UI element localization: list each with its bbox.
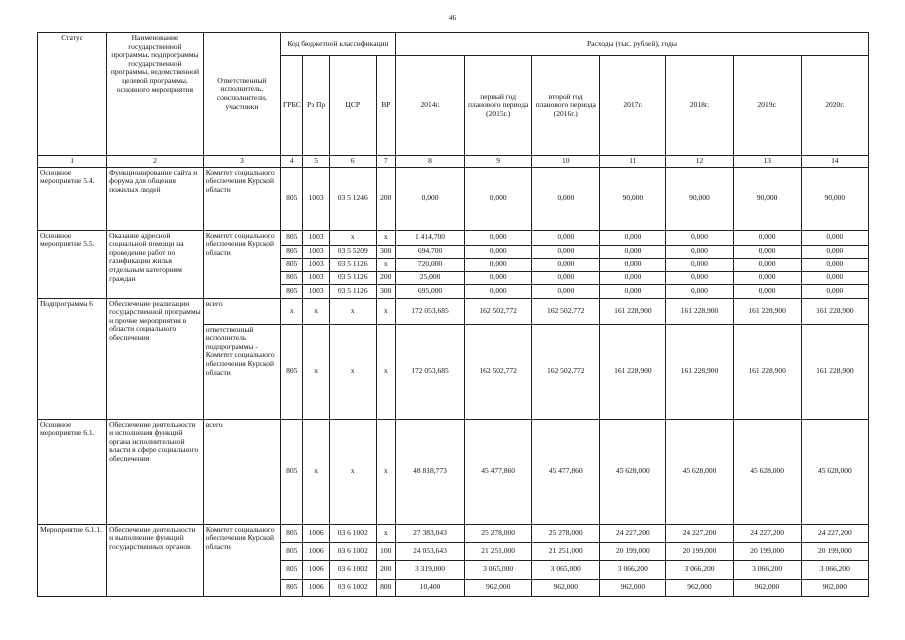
- row-executor: ответственный исполнитель подпрограммы - Комитет социального обеспечения Курской области: [203, 324, 280, 419]
- cell-2017: 20 199,000: [600, 542, 666, 560]
- header-rzpr: Рз Пр: [303, 56, 329, 156]
- cell-grbs: 805: [281, 230, 303, 245]
- cell-2018: 962,000: [666, 579, 733, 596]
- column-number: 10: [532, 156, 600, 168]
- cell-2019: 0,000: [733, 230, 801, 245]
- cell-2015: 3 065,000: [465, 560, 532, 579]
- cell-2015: 0,000: [465, 271, 532, 284]
- cell-2016: 0,000: [532, 258, 600, 271]
- cell-grbs: 805: [281, 579, 303, 596]
- cell-2014: 694,700: [395, 245, 464, 258]
- column-number: 1: [38, 156, 107, 168]
- cell-2017: 0,000: [600, 245, 666, 258]
- cell-2016: 45 477,860: [532, 419, 600, 524]
- cell-2016: 0,000: [532, 284, 600, 298]
- cell-2016: 962,000: [532, 579, 600, 596]
- cell-rzpr: 1006: [303, 579, 329, 596]
- cell-2017: 161 228,900: [600, 298, 666, 324]
- column-numbers-row: [38, 156, 869, 168]
- header-year-2014: 2014г.: [395, 56, 464, 156]
- table-row: [38, 524, 869, 542]
- cell-2015: 162 502,772: [465, 324, 532, 419]
- cell-2016: 0,000: [532, 167, 600, 230]
- cell-grbs: x: [281, 298, 303, 324]
- cell-2018: 3 066,200: [666, 560, 733, 579]
- cell-csr: 03 6 1002: [329, 524, 376, 542]
- cell-2015: 0,000: [465, 245, 532, 258]
- cell-grbs: 805: [281, 284, 303, 298]
- cell-2017: 0,000: [600, 230, 666, 245]
- row-name: Функционирование сайта и форума для общения пожилых людей: [107, 167, 204, 230]
- header-row-1: [38, 33, 869, 56]
- cell-2014: 27 383,043: [395, 524, 464, 542]
- cell-2015: 0,000: [465, 284, 532, 298]
- cell-grbs: 805: [281, 542, 303, 560]
- cell-vr: 200: [376, 271, 395, 284]
- row-executor: Комитет социального обеспечения Курской области: [203, 230, 280, 298]
- cell-2020: 45 628,000: [801, 419, 868, 524]
- cell-rzpr: x: [303, 298, 329, 324]
- cell-csr: 03 5 1126: [329, 271, 376, 284]
- cell-grbs: 805: [281, 258, 303, 271]
- cell-2020: 24 227,200: [801, 524, 868, 542]
- cell-2016: 0,000: [532, 271, 600, 284]
- cell-2017: 90,000: [600, 167, 666, 230]
- column-number: 5: [303, 156, 329, 168]
- column-number: 6: [329, 156, 376, 168]
- cell-csr: 03 6 1002: [329, 579, 376, 596]
- row-name: Обеспечение реализации государственной программы и прочие мероприятия в области социального обеспечения: [107, 298, 204, 419]
- cell-2015: 962,000: [465, 579, 532, 596]
- cell-2017: 0,000: [600, 258, 666, 271]
- column-number: 7: [376, 156, 395, 168]
- cell-vr: x: [376, 324, 395, 419]
- cell-2014: 172 053,685: [395, 298, 464, 324]
- row-status: Мероприятие 6.1.1.: [38, 524, 107, 596]
- cell-vr: x: [376, 230, 395, 245]
- cell-2020: 3 066,200: [801, 560, 868, 579]
- cell-2019: 90,000: [733, 167, 801, 230]
- cell-vr: x: [376, 524, 395, 542]
- cell-grbs: 805: [281, 419, 303, 524]
- row-status: Подпрограмма 6: [38, 298, 107, 419]
- cell-2016: 162 502,772: [532, 324, 600, 419]
- cell-2014: 25,000: [395, 271, 464, 284]
- cell-2020: 0,000: [801, 258, 868, 271]
- header-vr: ВР: [376, 56, 395, 156]
- cell-2014: 3 319,000: [395, 560, 464, 579]
- header-grbs: ГРБС: [281, 56, 303, 156]
- cell-csr: 03 5 5209: [329, 245, 376, 258]
- cell-rzpr: 1003: [303, 230, 329, 245]
- cell-2018: 0,000: [666, 284, 733, 298]
- cell-rzpr: 1003: [303, 167, 329, 230]
- cell-csr: 03 6 1002: [329, 542, 376, 560]
- table-row: [38, 298, 869, 324]
- cell-vr: 300: [376, 284, 395, 298]
- row-status: Основное мероприятие 5.5.: [38, 230, 107, 298]
- cell-rzpr: 1003: [303, 245, 329, 258]
- cell-2019: 0,000: [733, 284, 801, 298]
- cell-2019: 45 628,000: [733, 419, 801, 524]
- cell-2019: 20 199,000: [733, 542, 801, 560]
- column-number: 14: [801, 156, 868, 168]
- cell-vr: 300: [376, 245, 395, 258]
- column-number: 9: [465, 156, 532, 168]
- row-name: Обеспечение деятельности и выполнение функций государственных органов: [107, 524, 204, 596]
- cell-2017: 161 228,900: [600, 324, 666, 419]
- cell-2019: 161 228,900: [733, 298, 801, 324]
- cell-2017: 45 628,000: [600, 419, 666, 524]
- column-number: 2: [107, 156, 204, 168]
- cell-2016: 0,000: [532, 230, 600, 245]
- cell-2017: 0,000: [600, 284, 666, 298]
- cell-vr: 800: [376, 579, 395, 596]
- cell-2020: 962,000: [801, 579, 868, 596]
- cell-2019: 0,000: [733, 258, 801, 271]
- column-number: 8: [395, 156, 464, 168]
- cell-csr: x: [329, 298, 376, 324]
- cell-rzpr: 1003: [303, 271, 329, 284]
- cell-2019: 962,000: [733, 579, 801, 596]
- cell-grbs: 805: [281, 324, 303, 419]
- table-row: [38, 419, 869, 524]
- cell-2020: 0,000: [801, 245, 868, 258]
- cell-2018: 161 228,900: [666, 324, 733, 419]
- cell-2018: 0,000: [666, 230, 733, 245]
- header-status: Статус: [38, 33, 107, 156]
- row-status: Основное мероприятие 5.4.: [38, 167, 107, 230]
- page-number: 46: [449, 14, 456, 22]
- row-name: Оказание адресной социальной помощи на проведение работ по газификации жилья отдельным категориям граждан: [107, 230, 204, 298]
- header-year-2017: 2017г.: [600, 56, 666, 156]
- cell-csr: 03 5 1126: [329, 284, 376, 298]
- row-executor: всего: [203, 298, 280, 324]
- cell-2016: 3 065,000: [532, 560, 600, 579]
- cell-csr: 03 5 1246: [329, 167, 376, 230]
- column-number: 3: [203, 156, 280, 168]
- cell-2020: 0,000: [801, 271, 868, 284]
- column-number: 13: [733, 156, 801, 168]
- header-year-2016: второй год планового периода (2016г.): [532, 56, 600, 156]
- cell-rzpr: 1003: [303, 284, 329, 298]
- header-csr: ЦСР: [329, 56, 376, 156]
- cell-csr: x: [329, 230, 376, 245]
- cell-2018: 20 199,000: [666, 542, 733, 560]
- cell-2019: 0,000: [733, 245, 801, 258]
- table-row: [38, 167, 869, 230]
- cell-2020: 161 228,900: [801, 298, 868, 324]
- header-expenses-group: Расходы (тыс. рублей), годы: [395, 33, 868, 56]
- cell-2016: 25 278,000: [532, 524, 600, 542]
- cell-2020: 90,000: [801, 167, 868, 230]
- cell-2014: 172 053,685: [395, 324, 464, 419]
- header-executor: Ответственный исполнитель, соисполнители, участники: [203, 33, 280, 156]
- header-code-group: Код бюджетной классификации: [281, 33, 396, 56]
- cell-2020: 20 199,000: [801, 542, 868, 560]
- cell-2018: 24 227,200: [666, 524, 733, 542]
- cell-2014: 48 818,773: [395, 419, 464, 524]
- cell-2018: 45 628,000: [666, 419, 733, 524]
- header-name: Наименование государственной программы, подпрограммы государственной программы, ведомственной целевой программы, основного мероприятия: [107, 33, 204, 156]
- cell-2015: 25 278,000: [465, 524, 532, 542]
- cell-2016: 0,000: [532, 245, 600, 258]
- row-executor: Комитет социального обеспечения Курской области: [203, 524, 280, 596]
- row-status: Основное мероприятие 6.1.: [38, 419, 107, 524]
- row-executor: всего: [203, 419, 280, 524]
- cell-2017: 3 066,200: [600, 560, 666, 579]
- cell-2017: 962,000: [600, 579, 666, 596]
- cell-vr: x: [376, 258, 395, 271]
- cell-rzpr: 1006: [303, 524, 329, 542]
- cell-2014: 10,400: [395, 579, 464, 596]
- cell-grbs: 805: [281, 245, 303, 258]
- budget-table: [37, 32, 869, 597]
- cell-vr: x: [376, 298, 395, 324]
- cell-2015: 45 477,860: [465, 419, 532, 524]
- cell-2015: 162 502,772: [465, 298, 532, 324]
- cell-grbs: 805: [281, 524, 303, 542]
- cell-csr: x: [329, 324, 376, 419]
- column-number: 4: [281, 156, 303, 168]
- cell-2019: 161 228,900: [733, 324, 801, 419]
- cell-2016: 21 251,000: [532, 542, 600, 560]
- cell-grbs: 805: [281, 271, 303, 284]
- row-name: Обеспечение деятельности и исполнения функций органа исполнительной власти в сфере социального обеспечения: [107, 419, 204, 524]
- column-number: 11: [600, 156, 666, 168]
- cell-2017: 0,000: [600, 271, 666, 284]
- cell-2018: 0,000: [666, 258, 733, 271]
- cell-2019: 3 066,200: [733, 560, 801, 579]
- cell-vr: 200: [376, 167, 395, 230]
- header-year-2015: первый год планового периода (2015г.): [465, 56, 532, 156]
- cell-grbs: 805: [281, 167, 303, 230]
- cell-2015: 21 251,000: [465, 542, 532, 560]
- cell-rzpr: 1006: [303, 560, 329, 579]
- cell-2015: 0,000: [465, 167, 532, 230]
- cell-2014: 695,000: [395, 284, 464, 298]
- cell-2018: 161 228,900: [666, 298, 733, 324]
- cell-2018: 0,000: [666, 245, 733, 258]
- cell-2014: 24 053,643: [395, 542, 464, 560]
- column-number: 12: [666, 156, 733, 168]
- cell-rzpr: x: [303, 419, 329, 524]
- cell-vr: 200: [376, 560, 395, 579]
- cell-2020: 0,000: [801, 230, 868, 245]
- cell-2020: 161 228,900: [801, 324, 868, 419]
- header-year-2019: 2019г.: [733, 56, 801, 156]
- cell-2018: 90,000: [666, 167, 733, 230]
- cell-grbs: 805: [281, 560, 303, 579]
- row-executor: Комитет социального обеспечения Курской области: [203, 167, 280, 230]
- cell-2014: 0,000: [395, 167, 464, 230]
- table-row: [38, 230, 869, 245]
- cell-csr: 03 5 1126: [329, 258, 376, 271]
- cell-2014: 1 414,700: [395, 230, 464, 245]
- cell-2018: 0,000: [666, 271, 733, 284]
- cell-rzpr: x: [303, 324, 329, 419]
- cell-2014: 720,000: [395, 258, 464, 271]
- cell-2017: 24 227,200: [600, 524, 666, 542]
- cell-2020: 0,000: [801, 284, 868, 298]
- cell-rzpr: 1006: [303, 542, 329, 560]
- cell-vr: 100: [376, 542, 395, 560]
- cell-2016: 162 502,772: [532, 298, 600, 324]
- cell-2019: 0,000: [733, 271, 801, 284]
- cell-csr: 03 6 1002: [329, 560, 376, 579]
- cell-rzpr: 1003: [303, 258, 329, 271]
- cell-csr: x: [329, 419, 376, 524]
- cell-vr: x: [376, 419, 395, 524]
- header-year-2018: 2018г.: [666, 56, 733, 156]
- cell-2019: 24 227,200: [733, 524, 801, 542]
- header-year-2020: 2020г.: [801, 56, 868, 156]
- cell-2015: 0,000: [465, 230, 532, 245]
- cell-2015: 0,000: [465, 258, 532, 271]
